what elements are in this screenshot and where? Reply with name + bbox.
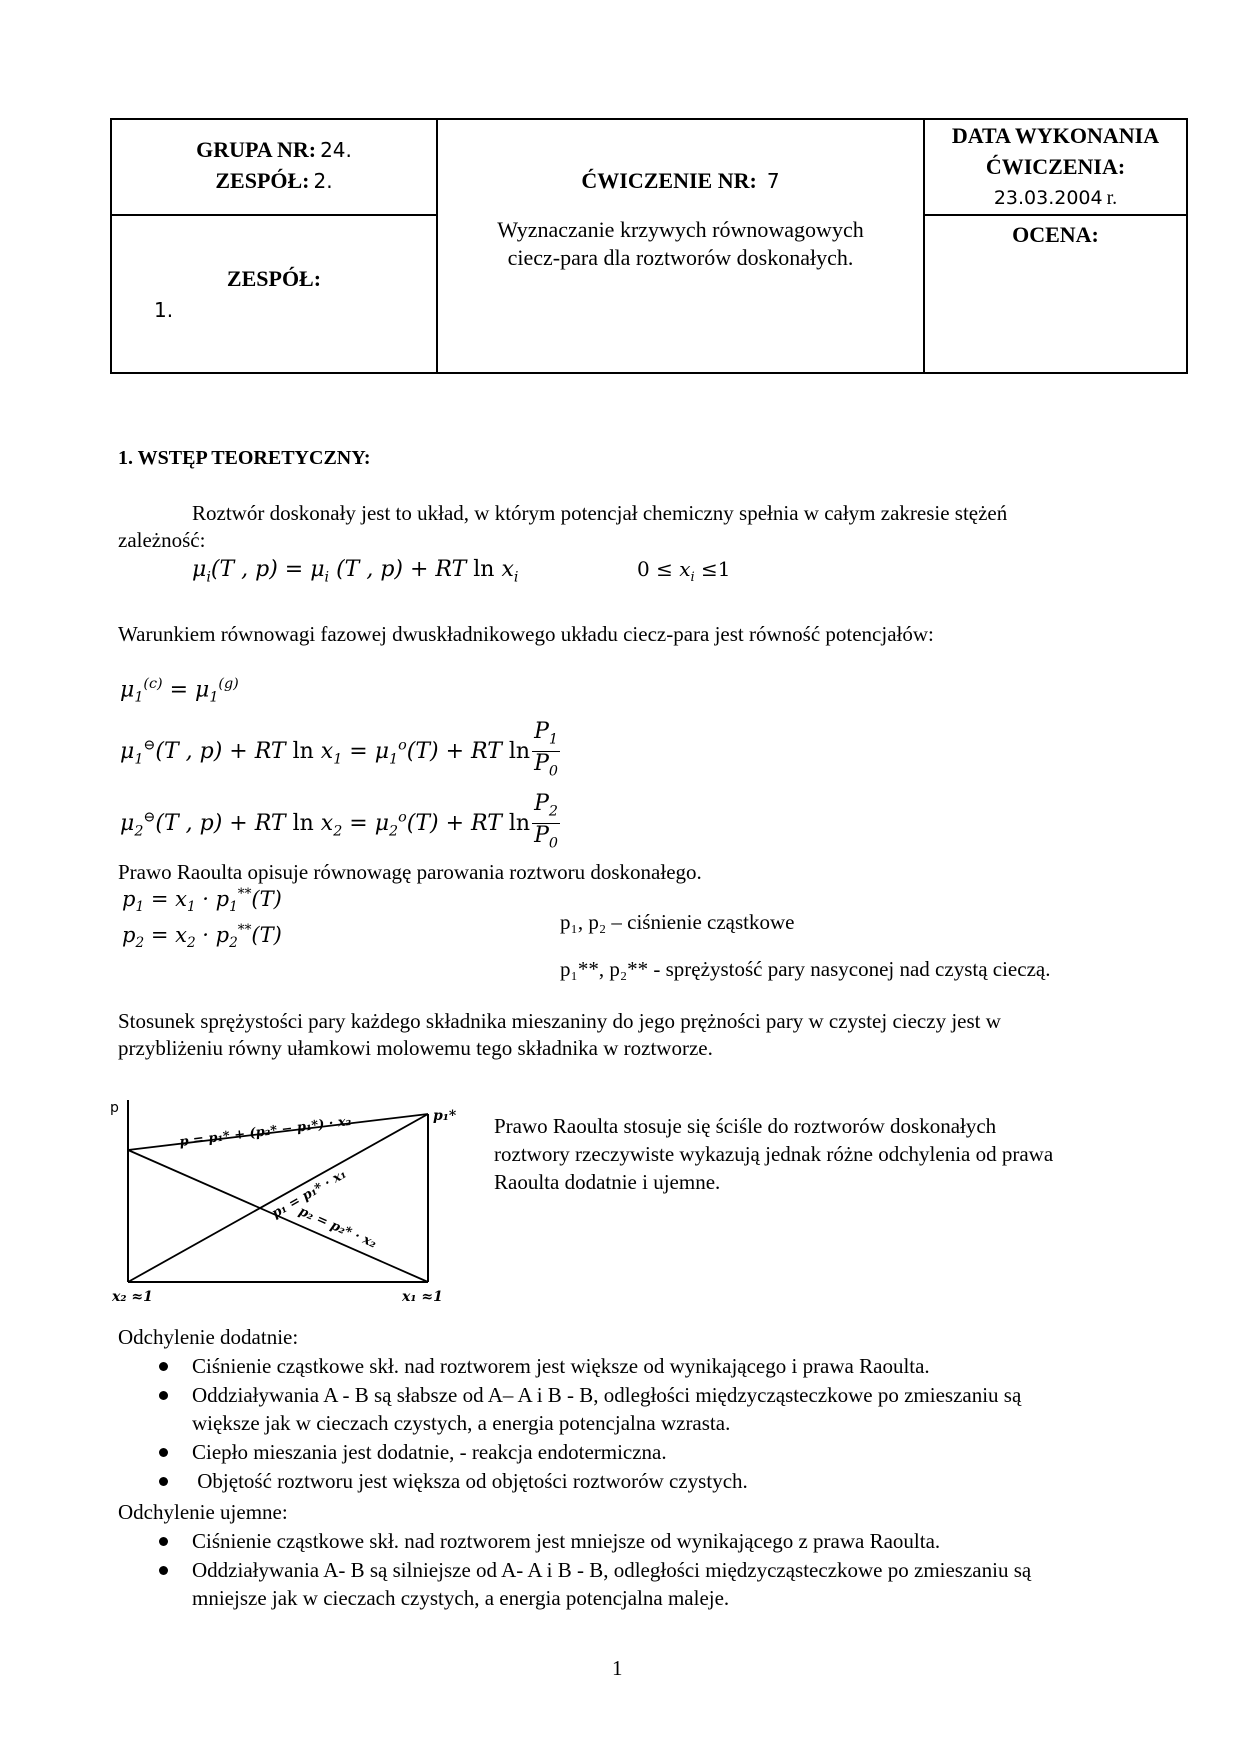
group-value: 24. xyxy=(320,138,352,162)
equilibrium-formula-1: $\mu_1^{(c)} = \mu_1^{(g)}$ xyxy=(120,676,239,706)
team-member-1: 1. xyxy=(154,298,174,322)
date-suffix: r. xyxy=(1106,187,1118,209)
saturated-pressure-note: p₁**, p₂** - sprężystość pary nasyconej nad czystą cieczą. xyxy=(560,957,1051,981)
title-line-2: ciecz-para dla roztworów doskonałych. xyxy=(507,245,854,270)
partial-pressure-note: p₁, p₂ – ciśnienie cząstkowe xyxy=(560,910,795,934)
list-item-text: Ciśnienie cząstkowe skł. nad roztworem jest mniejsze od wynikającego z prawa Raoulta. xyxy=(192,1529,941,1553)
list-item-text: Oddziaływania A - B są słabsze od A– A i B - B, odległości międzycząsteczkowe po zmieszaniu są xyxy=(192,1383,1022,1407)
list-item-text-continued: większe jak w cieczach czystych, a energia potencjalna wzrasta. xyxy=(192,1411,731,1435)
list-item xyxy=(192,1352,1192,1380)
equilibrium-formula-2: $\mu_1^⊖(T$ , p) + RT $\ln x_1 = \mu_1^o(T)$ + RT ln $\frac{P_1}{P_0}$ xyxy=(120,719,558,780)
p1-line xyxy=(128,1114,428,1282)
positive-deviation-list xyxy=(192,1352,1192,1495)
list-item-text: Ciepło mieszania jest dodatnie, - reakcja endotermiczna. xyxy=(192,1440,667,1464)
positive-deviation-heading: Odchylenie dodatnie: xyxy=(118,1325,299,1349)
date-cell xyxy=(924,119,1187,215)
paragraph-3-line-2: przybliżeniu równy ułamkowi molowemu tego składnika w roztworze. xyxy=(118,1036,713,1060)
p1-line-label: p₁ = p₁* · x₁ xyxy=(269,1166,350,1222)
axis-p-label: p xyxy=(110,1100,119,1116)
team-value: 2. xyxy=(313,169,333,193)
header-table xyxy=(110,118,1188,374)
diagram-text xyxy=(494,1112,1194,1196)
diagram-text-line-3: Raoulta dodatnie i ujemne. xyxy=(494,1170,721,1194)
team-label: ZESPÓŁ: xyxy=(215,168,310,193)
list-item xyxy=(192,1467,1192,1495)
chemical-potential-formula: $\mu_i(T$ , $p) = \mu_i$ (T , p) + RT $\ln x_i$ xyxy=(192,557,519,586)
list-item-text-continued: mniejsze jak w cieczach czystych, a energia potencjalna maleje. xyxy=(192,1586,730,1610)
p2-line-label: p₂ = p₂* · x₂ xyxy=(296,1203,379,1252)
date-value: 23.03.2004 xyxy=(993,187,1103,209)
bullet-icon xyxy=(159,1537,168,1546)
list-item-text: Oddziaływania A- B są silniejsze od A- A i B - B, odległości międzycząsteczkowe po zmieszaniu są xyxy=(192,1558,1032,1582)
negative-deviation-list xyxy=(192,1527,1192,1612)
group-cell xyxy=(111,119,437,215)
raoult-diagram xyxy=(100,1090,480,1310)
p1-star-label: p₁* xyxy=(433,1108,457,1124)
bullet-icon xyxy=(159,1448,168,1457)
total-pressure-label: p = p₁* + (p₂* − p₁*) · x₂ xyxy=(178,1113,353,1150)
x1-label: x₁ ≈1 xyxy=(402,1289,443,1305)
x2-label: x₂ ≈1 xyxy=(112,1289,153,1305)
grade-cell xyxy=(924,215,1187,373)
paragraph-1-line-2: zależność: xyxy=(118,528,206,552)
range-formula: $0 \le x_i \le 1$ xyxy=(637,557,731,585)
exercise-cell xyxy=(437,119,924,373)
paragraph-2: Warunkiem równowagi fazowej dwuskładnikowego układu ciecz-para jest równość potencjałów: xyxy=(118,622,934,646)
negative-deviation-heading: Odchylenie ujemne: xyxy=(118,1500,288,1524)
list-item xyxy=(192,1527,1192,1555)
raoult-intro: Prawo Raoulta opisuje równowagę parowania roztworu doskonałego. xyxy=(118,860,702,884)
team-members-label: ZESPÓŁ: xyxy=(226,266,322,291)
list-item-text: Objętość roztworu jest większa od objętości roztworów czystych. xyxy=(192,1469,748,1493)
exercise-title xyxy=(438,216,923,272)
date-label-1: DATA WYKONANIA xyxy=(951,123,1160,148)
raoult-formula-2: $p_2 = x_2 \cdot p_2^{**}(T)$ xyxy=(122,922,282,952)
equilibrium-formula-3: $\mu_2^⊖(T$ , p) + RT $\ln x_2 = \mu_2^o(T)$ + RT ln $\frac{P_2}{P_0}$ xyxy=(120,791,558,852)
diagram-text-line-1: Prawo Raoulta stosuje się ściśle do roztworów doskonałych xyxy=(494,1114,997,1138)
page-number: 1 xyxy=(612,1656,623,1680)
paragraph-1-line-1: Roztwór doskonały jest to układ, w którym potencjał chemiczny spełnia w całym zakresie stężeń xyxy=(192,501,1008,525)
title-line-1: Wyznaczanie krzywych równowagowych xyxy=(497,217,864,242)
exercise-label: ĆWICZENIE NR: xyxy=(581,168,757,193)
date-label-2: ĆWICZENIA: xyxy=(985,154,1126,179)
list-item xyxy=(192,1438,1192,1466)
list-item-text: Ciśnienie cząstkowe skł. nad roztworem jest większe od wynikającego i prawa Raoulta. xyxy=(192,1354,930,1378)
diagram-text-line-2: roztwory rzeczywiste wykazują jednak różne odchylenia od prawa xyxy=(494,1142,1054,1166)
bullet-icon xyxy=(159,1477,168,1486)
group-label: GRUPA NR: xyxy=(196,137,317,162)
list-item xyxy=(192,1556,1192,1612)
bullet-icon xyxy=(159,1362,168,1371)
raoult-formula-1: $p_1 = x_1 \cdot p_1^{**}(T)$ xyxy=(122,886,282,916)
exercise-number: 7 xyxy=(766,169,780,193)
paragraph-3-line-1: Stosunek sprężystości pary każdego składnika mieszaniny do jego prężności pary w czystej cieczy jest w xyxy=(118,1009,1001,1033)
bullet-icon xyxy=(159,1391,168,1400)
section-heading: 1. WSTĘP TEORETYCZNY: xyxy=(118,447,371,469)
grade-label: OCENA: xyxy=(1012,222,1099,247)
list-item xyxy=(192,1381,1192,1437)
bullet-icon xyxy=(159,1566,168,1575)
team-members-cell xyxy=(111,215,437,373)
